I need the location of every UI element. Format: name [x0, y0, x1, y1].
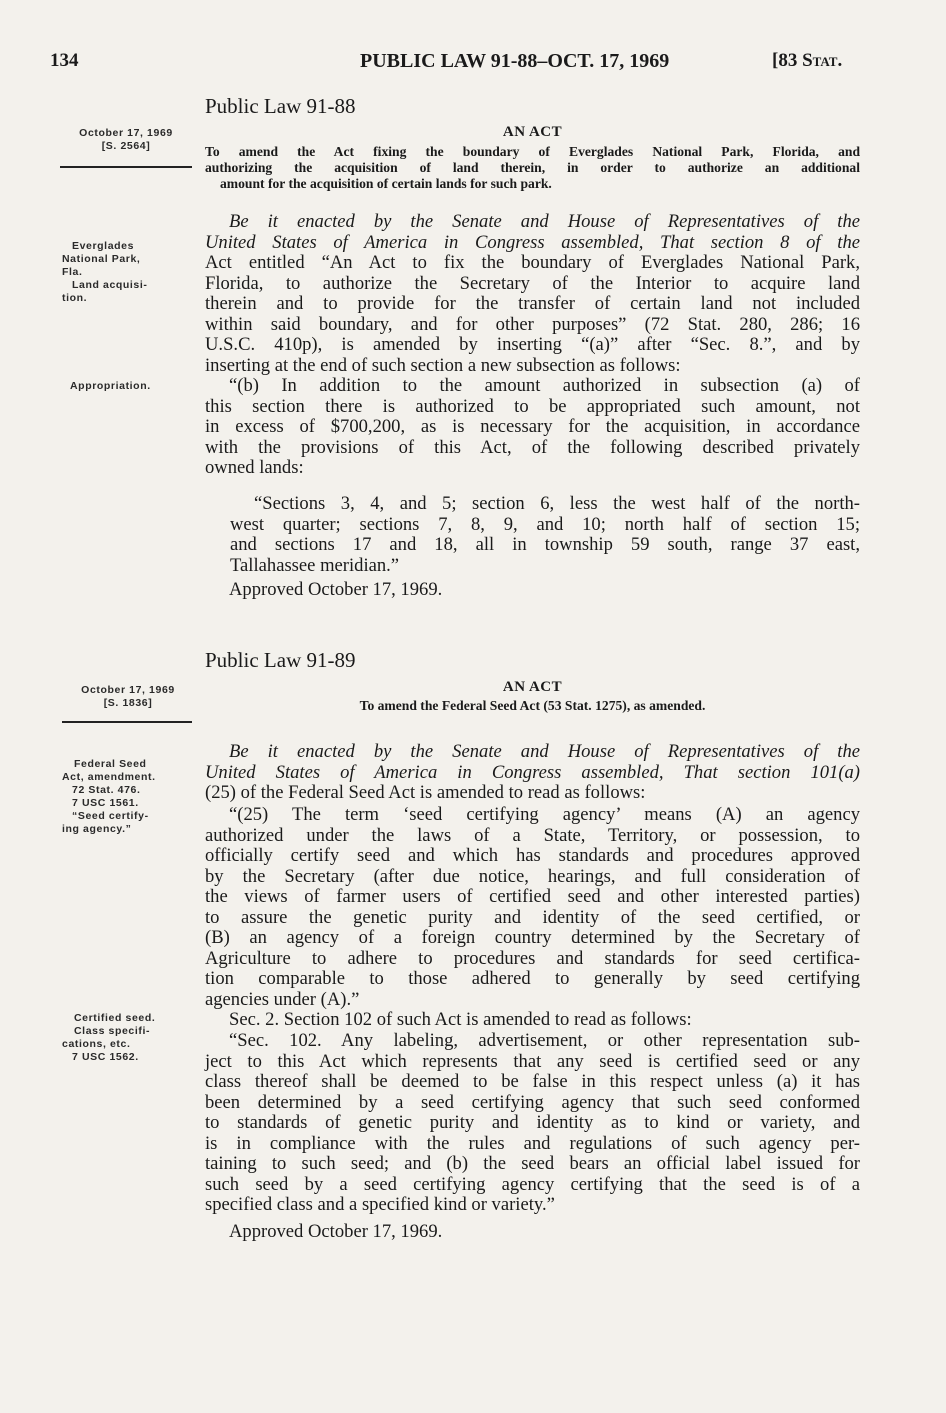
note-line: National Park, — [62, 253, 141, 265]
title-line: To amend the Act fixing the boundary of Everglades National Park, Florida, and — [205, 144, 860, 159]
text-line: (B) an agency of a foreign country determined by the Secretary of — [205, 927, 860, 948]
text-line: class thereof shall be deemed to be false in this respect unless (a) it has — [205, 1071, 860, 1092]
title-line: authorizing the acquisition of land therein, in order to authorize an additional — [205, 160, 860, 175]
note-line: 7 USC 1561. — [72, 797, 139, 809]
text-line: Florida, to authorize the Secretary of the Interior to acquire land — [205, 272, 860, 294]
bill-number: [S. 2564] — [101, 140, 151, 152]
note-line: “Seed certify- — [72, 810, 149, 822]
text-line: inserting at the end of such section a new subsection as follows: — [205, 354, 681, 376]
text-line: United States of America in Congress assembled, That section 8 of the — [205, 231, 860, 253]
text-line: authorized under the laws of a State, Territory, or possession, to — [205, 824, 860, 846]
text-line: “(b) In addition to the amount authorized in subsection (a) of — [229, 375, 860, 396]
running-title: PUBLIC LAW 91-88–OCT. 17, 1969 — [360, 50, 670, 72]
text-line: Be it enacted by the Senate and House of Representatives of the — [229, 741, 860, 762]
law-name: Public Law 91-88 — [205, 94, 356, 118]
definition-25 — [205, 805, 860, 1010]
text-line: “(25) The term ‘seed certifying agency’ means (A) an agency — [229, 804, 860, 825]
text-line: this section there is authorized to be appropriated such amount, not — [205, 395, 860, 417]
text-line: tion comparable to those adhered to generally by seed certifying — [205, 968, 860, 989]
text-line: United States of America in Congress assembled, That section 101(a) — [205, 761, 860, 783]
land-description — [230, 494, 860, 576]
note-line: Everglades — [72, 240, 135, 252]
divider — [60, 166, 192, 168]
text-line: Sec. 2. Section 102 of such Act is amended to read as follows: — [229, 1009, 692, 1030]
section-102 — [205, 1031, 860, 1216]
text-line: taining to such seed; and (b) the seed bears an official label issued for — [205, 1153, 860, 1174]
text-line: Agriculture to adhere to procedures and standards for seed certifica- — [205, 947, 860, 969]
date: October 17, 1969 — [81, 684, 175, 696]
section-2 — [205, 1010, 860, 1031]
note-line: tion. — [62, 292, 88, 304]
text-line: with the provisions of this Act, of the following described privately — [205, 436, 860, 458]
note-line: 72 Stat. 476. — [72, 784, 141, 796]
text-line: “Sec. 102. Any labeling, advertisement, or other representation sub- — [229, 1030, 860, 1051]
divider — [62, 721, 192, 723]
note-line: cations, etc. — [62, 1038, 131, 1050]
text-line: within said boundary, and for other purposes” (72 Stat. 280, 286; 16 — [205, 313, 860, 335]
text-line: west quarter; sections 7, 8, 9, and 10; north half of section 15; — [230, 513, 860, 535]
enacting-clause — [205, 212, 860, 376]
text-line: owned lands: — [205, 457, 304, 478]
margin-note-subject — [62, 240, 197, 305]
text-line: Act entitled “An Act to fix the boundary of Everglades National Park, — [205, 252, 860, 273]
note-line: Act, amendment. — [62, 771, 156, 783]
text-line: “Sections 3, 4, and 5; section 6, less the west half of the north- — [254, 493, 860, 514]
text-line: by the Secretary (after due notice, hearings, and full consideration of — [205, 865, 860, 887]
margin-note-appropriation: Appropriation. — [70, 380, 151, 392]
act-label: AN ACT — [502, 124, 563, 140]
text-line: therein and to provide for the transfer of certain land not included — [205, 293, 860, 314]
text-line: agencies under (A).” — [205, 988, 360, 1010]
subsection-b — [205, 376, 860, 479]
margin-note-subject — [62, 758, 202, 836]
text-line: officially certify seed and which has standards and procedures approved — [205, 845, 860, 866]
text-line: the views of farmer users of certified seed and other interested parties) — [205, 886, 860, 907]
approved-date: Approved October 17, 1969. — [229, 1221, 443, 1242]
text-line: Be it enacted by the Senate and House of Representatives of the — [229, 211, 860, 232]
text-line: ject to this Act which represents that any seed is certified seed or any — [205, 1050, 860, 1072]
text-line: such seed by a seed certifying agency certifying that the seed is of a — [205, 1173, 860, 1195]
margin-date — [62, 684, 194, 710]
title-line: amount for the acquisition of certain lands for such park. — [220, 176, 552, 191]
law-name: Public Law 91-89 — [205, 648, 356, 672]
note-line: Federal Seed — [74, 758, 147, 770]
text-line: been determined by a seed certifying agency that such seed conformed — [205, 1091, 860, 1113]
bill-number: [S. 1836] — [103, 697, 153, 709]
text-line: is in compliance with the rules and regulations of such agency per- — [205, 1132, 860, 1154]
text-line: specified class and a specified kind or variety.” — [205, 1194, 555, 1215]
note-line: 7 USC 1562. — [72, 1051, 139, 1063]
text-line: to assure the genetic purity and identity of the seed certified, or — [205, 906, 860, 928]
margin-note-certified — [62, 1012, 202, 1064]
text-line: and sections 17 and 18, all in township 59 south, range 37 east, — [230, 534, 860, 555]
act-title — [205, 144, 860, 192]
page-number: 134 — [50, 50, 79, 71]
text-line: Tallahassee meridian.” — [230, 554, 400, 576]
enacting-clause — [205, 742, 860, 804]
note-line: Land acquisi- — [72, 279, 148, 291]
text-line: U.S.C. 410p), is amended by inserting “(a)” after “Sec. 8.”, and by — [205, 334, 860, 355]
text-line: in excess of $700,200, as is necessary for the acquisition, in accordance — [205, 416, 860, 437]
text-line: (25) of the Federal Seed Act is amended to read as follows: — [205, 782, 646, 803]
volume-label: [83 Stat. — [772, 50, 843, 71]
approved-date: Approved October 17, 1969. — [229, 579, 443, 600]
note-line: Certified seed. — [74, 1012, 156, 1024]
act-label: AN ACT — [502, 679, 563, 695]
margin-date — [62, 127, 190, 153]
note-line: Fla. — [62, 266, 83, 278]
act-title: To amend the Federal Seed Act (53 Stat. 1275), as amended. — [359, 698, 706, 713]
text-line: to standards of genetic purity and identity as to kind or variety, and — [205, 1112, 860, 1133]
note-line: Class specifi- — [74, 1025, 151, 1037]
note-line: ing agency.” — [62, 823, 132, 835]
date: October 17, 1969 — [79, 127, 173, 139]
